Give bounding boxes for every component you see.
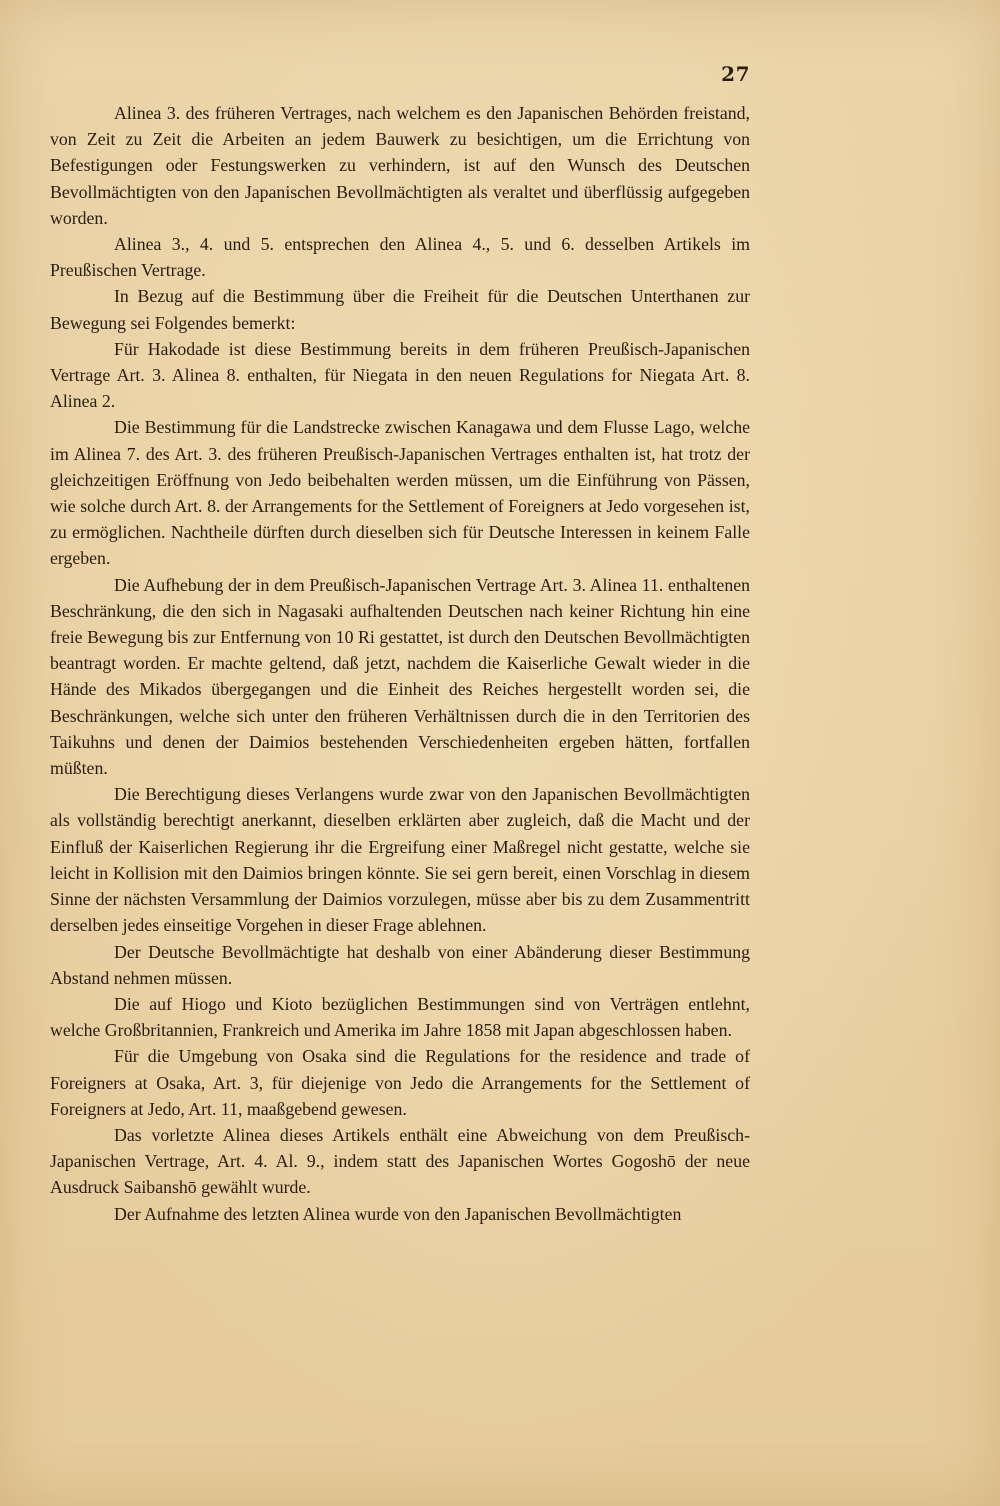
body-text bbox=[50, 100, 750, 1227]
paragraph: Für die Umgebung von Osaka sind die Regulations for the residence and trade of Foreigners at Osaka, Art. 3, für diejenige von Jedo die Arrangements for the Settlement of Foreigners at Jedo, Art. 11, maaßgebend gewesen. bbox=[50, 1046, 750, 1119]
paragraph: In Bezug auf die Bestimmung über die Freiheit für die Deutschen Unterthanen zur Bewegung sei Folgendes bemerkt: bbox=[50, 286, 750, 333]
page-number: 27 bbox=[721, 62, 750, 86]
paragraph: Alinea 3., 4. und 5. entsprechen den Alinea 4., 5. und 6. desselben Artikels im Preußischen Vertrage. bbox=[50, 234, 750, 281]
paragraph: Das vorletzte Alinea dieses Artikels enthält eine Abweichung von dem Preußisch-Japanischen Vertrage, Art. 4. Al. 9., indem statt des Japanischen Wortes Gogoshō der neue Ausdruck Saibanshō gewählt wurde. bbox=[50, 1124, 750, 1198]
paragraph: Alinea 3. des früheren Vertrages, nach welchem es den Japanischen Behörden freistand, von Zeit zu Zeit die Arbeiten an jedem Bauwerk zu besichtigen, um die Errichtung von Befestigungen oder Festungswerken zu verhindern, ist auf den Wunsch des Deutschen Bevollmächtigten von den Japanischen Bevollmächtigten als veraltet und überflüssig aufgegeben worden. bbox=[50, 103, 750, 228]
paragraph: Die Bestimmung für die Landstrecke zwischen Kanagawa und dem Flusse Lago, welche im Alinea 7. des Art. 3. des früheren Preußisch-Japanischen Vertrages enthalten ist, hat trotz der gleichzeitigen Eröffnung von Jedo beibehalten werden müssen, um die Einführung von Pässen, wie solche durch Art. 8. der Arrangements for the Settlement of Foreigners at Jedo vorgesehen ist, zu ermöglichen. Nachtheile dürften durch dieselben sich für Deutsche Interessen in keinem Falle ergeben. bbox=[50, 417, 750, 569]
paragraph: Die Aufhebung der in dem Preußisch-Japanischen Vertrage Art. 3. Alinea 11. enthaltenen Beschränkung, die den sich in Nagasaki aufhaltenden Deutschen nach keiner Richtung hin eine freie Bewegung bis zur Entfernung von 10 Ri gestattet, ist durch den Deutschen Bevollmächtigten beantragt worden. Er machte geltend, daß jetzt, nachdem die Kaiserliche Gewalt wieder in die Hände des Mikados übergegangen und die Einheit des Reiches hergestellt worden sei, die Beschränkungen, welche sich unter den früheren Verhältnissen durch die in den Territorien des Taikuhns und denen der Daimios bestehenden Verschiedenheiten ergeben hätten, fortfallen müßten. bbox=[50, 574, 750, 779]
paragraph: Die auf Hiogo und Kioto bezüglichen Bestimmungen sind von Verträgen entlehnt, welche Großbritannien, Frankreich und Amerika im Jahre 1858 mit Japan abgeschlossen haben. bbox=[50, 993, 750, 1041]
paragraph: Für Hakodade ist diese Bestimmung bereits in dem früheren Preußisch-Japanischen Vertrage Art. 3. Alinea 8. enthalten, für Niegata in den neuen Regulations for Niegata Art. 8. Alinea 2. bbox=[50, 338, 750, 412]
paragraph: Der Aufnahme des letzten Alinea wurde von den Japanischen Bevollmächtigten bbox=[114, 1203, 682, 1224]
paragraph: Der Deutsche Bevollmächtigte hat deshalb von einer Abänderung dieser Bestimmung Abstand nehmen müssen. bbox=[50, 941, 750, 988]
paragraph: Die Berechtigung dieses Verlangens wurde zwar von den Japanischen Bevollmächtigten als vollständig berechtigt anerkannt, dieselben erklärten aber zugleich, daß die Macht und der Einfluß der Kaiserlichen Regierung ihr die Ergreifung einer Maßregel nicht gestatte, welche sie leicht in Kollision mit den Daimios bringen könnte. Sie sei gern bereit, einen Vorschlag in diesem Sinne der nächsten Versammlung der Daimios vorzulegen, müsse aber bis zu dem Zusammentritt derselben jedes einseitige Vorgehen in dieser Frage ablehnen. bbox=[50, 784, 750, 936]
